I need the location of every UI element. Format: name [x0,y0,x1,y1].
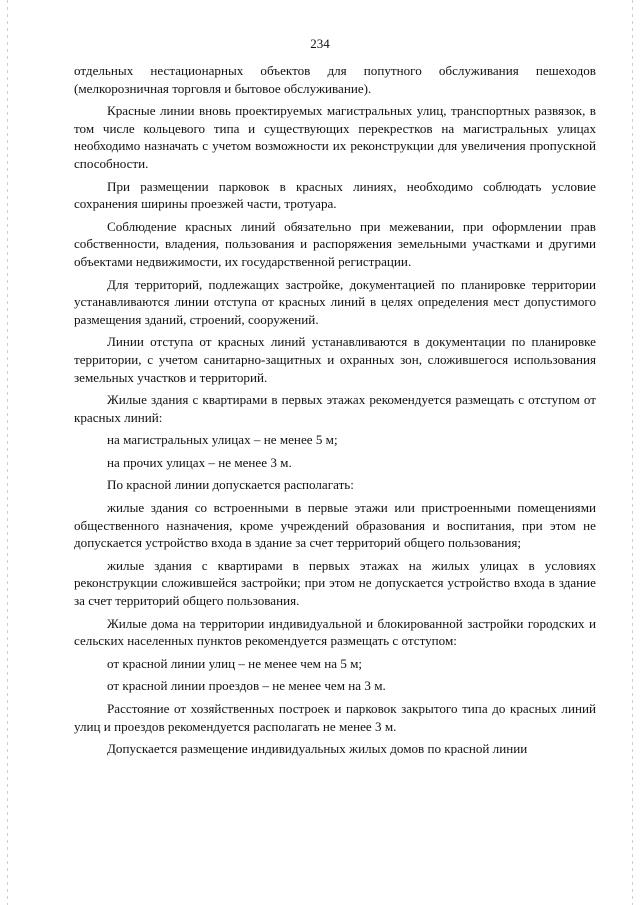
body-paragraph: При размещении парковок в красных линиях, необходимо соблюдать условие сохранения ширины проезжей части, тротуара. [74,178,596,212]
body-paragraph: от красной линии проездов – не менее чем на 3 м. [107,678,386,694]
body-paragraph: Для территорий, подлежащих застройке, документацией по планировке территории устанавливаются линии отступа от красных линий в целях определения мест допустимого размещения зданий, строений, сооружений. [74,276,596,327]
page-number: 234 [310,36,330,51]
scan-edge-left [7,0,8,905]
body-paragraph: Расстояние от хозяйственных построек и парковок закрытого типа до красных линий улиц и проездов рекомендуется располагать не менее 3 м. [74,701,596,734]
scan-edge-right [632,0,633,905]
body-paragraph: жилые здания со встроенными в первые этажи или пристроенными помещениями общественного назначения, кроме учреждений образования и воспитания, при этом не допускается устройство входа в здание за счет территорий общего пользования; [74,500,596,551]
body-paragraph: от красной линии улиц – не менее чем на 5 м; [107,655,363,671]
body-paragraph: на прочих улицах – не менее 3 м. [107,454,292,470]
body-paragraph: отдельных нестационарных объектов для попутного обслуживания пешеходов (мелкорозничная торговля и бытовое обслуживание). [74,63,596,96]
body-paragraph: Допускается размещение индивидуальных жилых домов по красной линии [107,741,528,757]
body-paragraph: на магистральных улицах – не менее 5 м; [107,432,338,448]
body-paragraph: Жилые дома на территории индивидуальной и блокированной застройки городских и сельских населенных пунктов рекомендуется размещать с отступом: [74,615,596,649]
body-paragraph: Соблюдение красных линий обязательно при межевании, при оформлении прав собственности, владения, пользования и распоряжения земельными участками и другими объектами недвижимости, их государственной регистрации. [74,218,596,269]
body-paragraph: Жилые здания с квартирами в первых этажах рекомендуется размещать с отступом от красных линий: [74,392,596,425]
body-paragraph: Линии отступа от красных линий устанавливаются в документации по планировке территории, с учетом санитарно-защитных и охранных зон, сложившегося использования земельных участков и территорий. [74,334,596,385]
document-body [74,62,596,763]
body-paragraph: По красной линии допускается располагать: [107,477,354,493]
body-paragraph: жилые здания с квартирами в первых этажах на жилых улицах в условиях реконструкции сложившейся застройки; при этом не допускается устройство входа в здание за счет территорий общего пользования. [74,557,596,609]
body-paragraph: Красные линии вновь проектируемых магистральных улиц, транспортных развязок, в том числе кольцевого типа и существующих перекрестков на магистральных улицах необходимо назначать с учетом возможности их реконструкции для увеличения пропускной способности. [74,103,596,171]
